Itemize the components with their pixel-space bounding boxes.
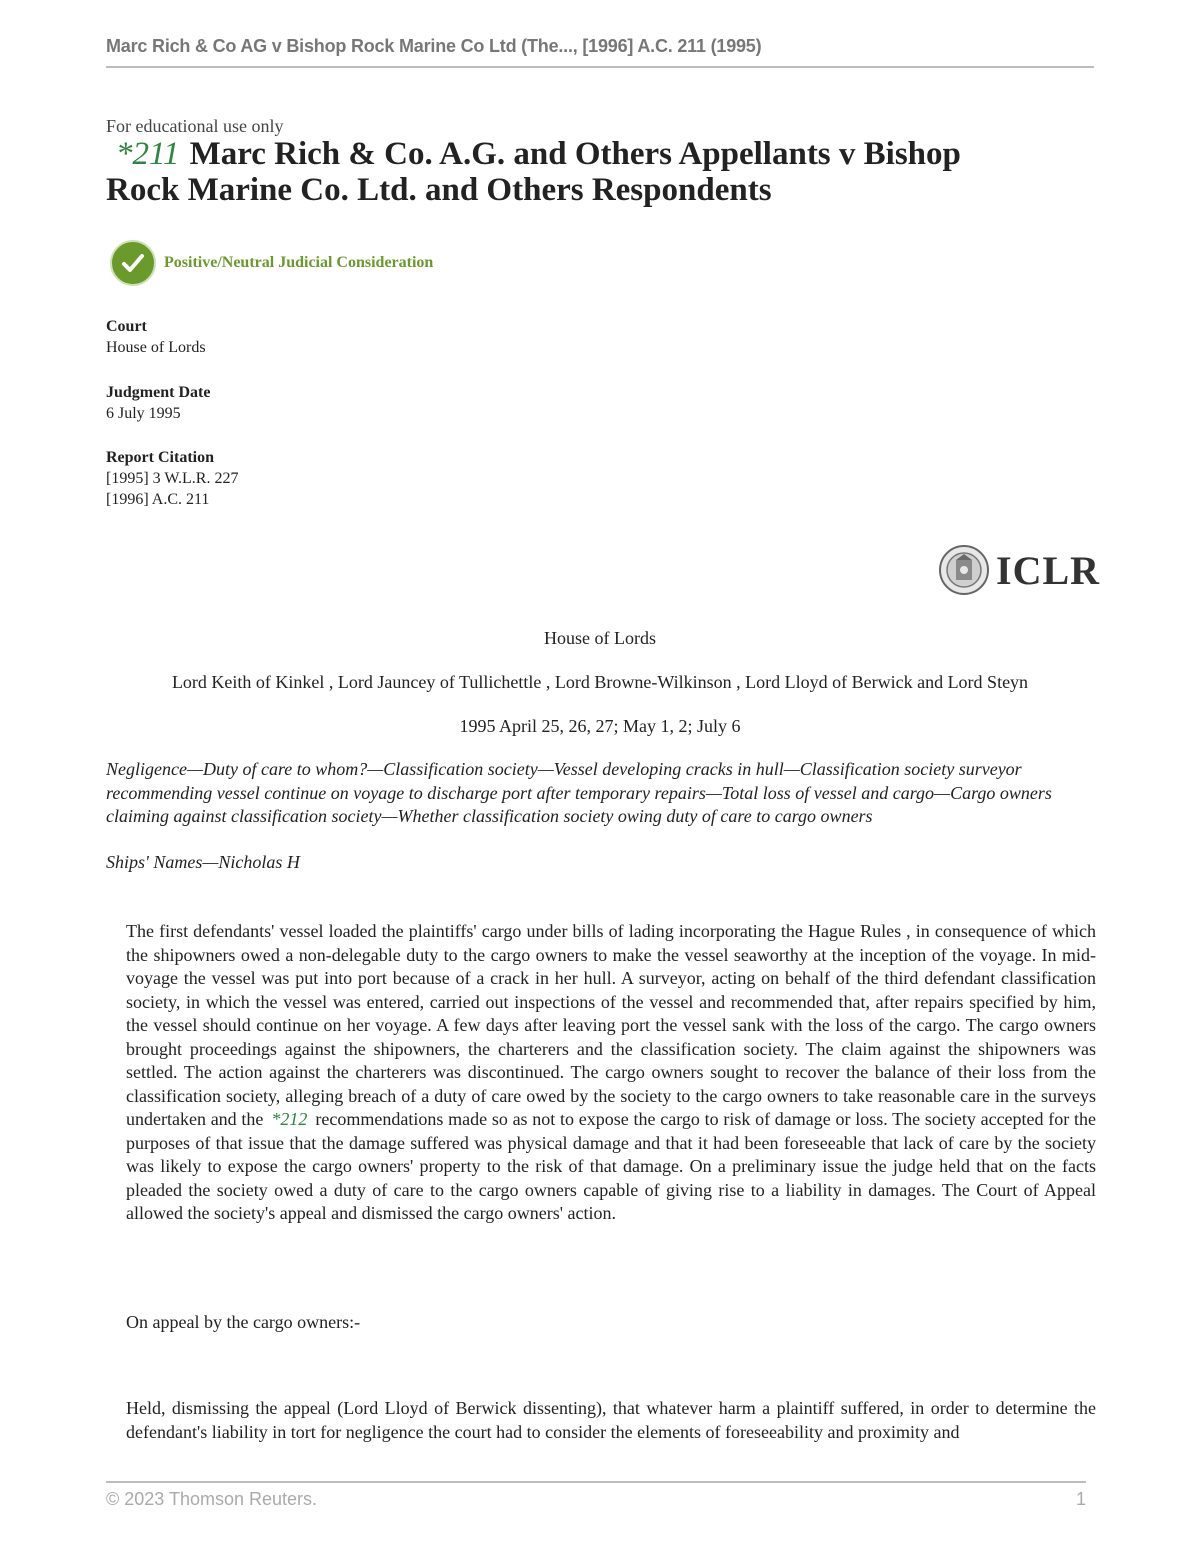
judgment-date-value: 6 July 1995	[106, 405, 181, 422]
court-heading: House of Lords	[544, 628, 656, 648]
footer-divider	[106, 1481, 1086, 1483]
court-value: House of Lords	[106, 339, 206, 356]
judgment-date-label: Judgment Date	[106, 384, 211, 401]
catchwords: Negligence—Duty of care to whom?—Classification society—Vessel developing cracks in hull—Classification society surveyor recommending vessel continue on voyage to discharge port after temporary repairs—Total loss of vessel and cargo—Cargo owners claiming against classification society—Whether classification society owing duty of care to cargo owners	[106, 759, 1052, 826]
educational-notice: For educational use only	[106, 116, 284, 136]
header-divider	[106, 66, 1094, 68]
headnote-text: recommendations made so as not to expose the cargo to risk of damage or loss. The society accepted for the purposes of that issue that the damage suffered was physical damage and that it had been foreseeable that lack of care by the society was likely to expose the cargo owners' property to the risk of that damage. On a preliminary issue the judge held that on the facts pleaded the society owed a duty of care to the cargo owners capable of giving rise to a liability in damages. The Court of Appeal allowed the society's appeal and dismissed the cargo owners' action.	[126, 1109, 1096, 1223]
document-header: Marc Rich & Co AG v Bishop Rock Marine Co Ltd (The..., [1996] A.C. 211 (1995)	[106, 36, 762, 56]
page-reference[interactable]: *212	[271, 1109, 308, 1129]
judgment-date-info	[106, 382, 210, 424]
report-citation-label: Report Citation	[106, 449, 214, 466]
headnote-text: The first defendants' vessel loaded the plaintiffs' cargo under bills of lading incorporating the Hague Rules , in consequence of which the shipowners owed a non-delegable duty to the cargo owners to make the vessel seaworthy at the inception of the voyage. In mid-voyage the vessel was put into port because of a crack in her hull. A surveyor, acting on behalf of the third defendant classification society, in which the vessel was entered, carried out inspections of the vessel and recommended that, after repairs specified by him, the vessel should continue on her voyage. A few days after leaving port the vessel sank with the loss of the cargo. The cargo owners brought proceedings against the shipowners, the charterers and the classification society. The claim against the shipowners was settled. The action against the charterers was discontinued. The cargo owners sought to recover the balance of their loss from the classification society, alleging breach of a duty of care owed by the society to the cargo owners to take reasonable care in the surveys undertaken and the	[126, 921, 1096, 1129]
judicial-consideration-status[interactable]	[110, 240, 433, 286]
ships-names: Ships' Names—Nicholas H	[106, 852, 300, 872]
page-reference[interactable]: *211	[116, 136, 180, 172]
court-info	[106, 316, 206, 358]
crest-icon	[938, 542, 990, 598]
report-citation-value: [1995] 3 W.L.R. 227	[106, 470, 239, 487]
court-label: Court	[106, 318, 147, 335]
judges-list: Lord Keith of Kinkel , Lord Jauncey of Tullichettle , Lord Browne-Wilkinson , Lord Lloyd of Berwick and Lord Steyn	[171, 672, 1029, 692]
logo-text: ICLR	[996, 547, 1101, 593]
report-citation-value: [1996] A.C. 211	[106, 491, 210, 508]
copyright: © 2023 Thomson Reuters.	[106, 1489, 318, 1509]
case-title	[106, 136, 1106, 208]
hearing-dates: 1995 April 25, 26, 27; May 1, 2; July 6	[459, 716, 741, 736]
case-title-line2: Rock Marine Co. Ltd. and Others Respondents	[106, 172, 772, 208]
appeal-line: On appeal by the cargo owners:-	[126, 1312, 361, 1332]
status-label[interactable]: Positive/Neutral Judicial Consideration	[164, 254, 434, 271]
report-citation-info	[106, 447, 238, 510]
iclr-logo	[938, 542, 1100, 598]
headnote-paragraph	[126, 920, 1096, 1226]
case-title-line1: Marc Rich & Co. A.G. and Others Appellants v Bishop	[189, 136, 961, 172]
held-paragraph: Held, dismissing the appeal (Lord Lloyd of Berwick dissenting), that whatever harm a plaintiff suffered, in order to determine the defendant's liability in tort for negligence the court had to consider the elements of foreseeability and proximity and	[126, 1398, 1096, 1442]
check-circle-icon	[110, 240, 156, 286]
page-number: 1	[1076, 1489, 1087, 1509]
